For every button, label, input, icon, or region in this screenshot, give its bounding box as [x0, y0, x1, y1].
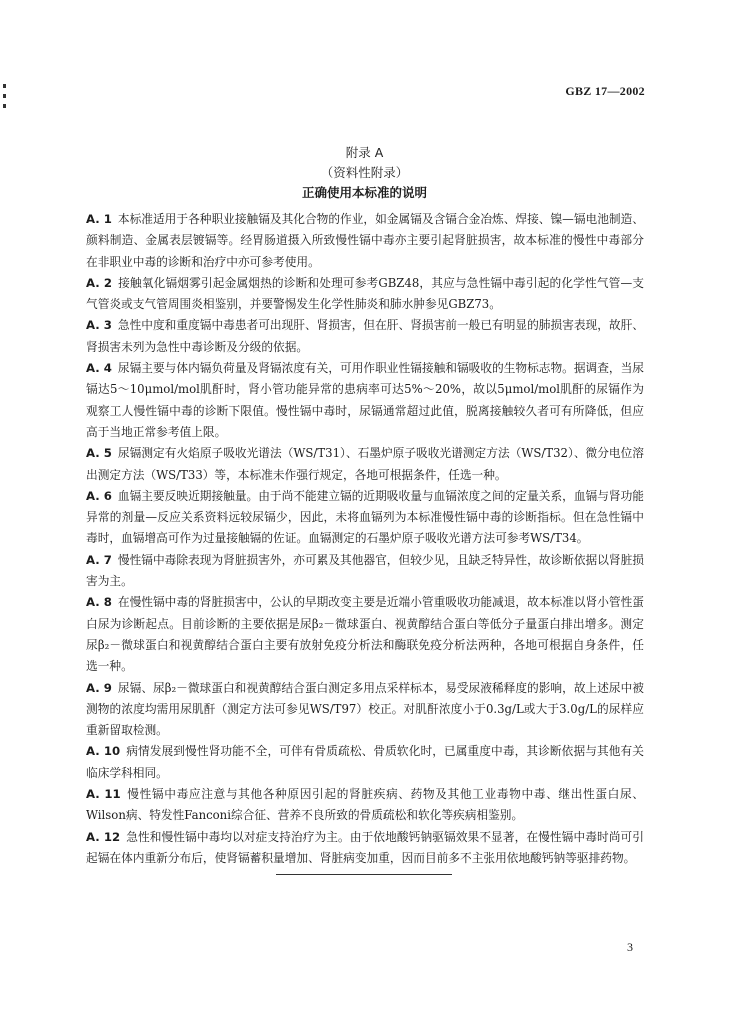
- paragraph-label: A. 7: [86, 552, 112, 567]
- paragraph-label: A. 12: [86, 829, 121, 844]
- paragraph-label: A. 4: [86, 361, 112, 376]
- scan-mark-middle: [3, 94, 6, 98]
- paragraph-label: A. 6: [86, 488, 112, 503]
- paragraph-text: 慢性镉中毒除表现为肾脏损害外，亦可累及其他器官，但较少见，且缺乏特异性，故诊断依据以肾脏损害为主。: [86, 552, 644, 589]
- paragraph-label: A. 3: [86, 318, 112, 333]
- paragraph-text: 尿镉测定有火焰原子吸收光谱法（WS/T31）、石墨炉原子吸收光谱测定方法（WS/T32）、微分电位溶出测定方法（WS/T33）等，本标准未作强行规定，各地可根据条件，任选一种。: [86, 446, 644, 482]
- paragraph-label: A. 10: [86, 744, 121, 759]
- paragraph-a12: [86, 827, 644, 870]
- scan-mark-top: [3, 84, 6, 88]
- scan-mark-bottom: [3, 104, 6, 108]
- paragraph-a8: [86, 592, 644, 677]
- paragraph-text: 尿镉、尿β₂－微球蛋白和视黄醇结合蛋白测定多用点采样标本，易受尿液稀释度的影响，故上述尿中被测物的浓度均需用尿肌酐（测定方法可参见WS/T97）校正。对肌酐浓度小于0.3g/L或大于3.0g/L的尿样应重新留取检测。: [86, 680, 644, 738]
- paragraph-a2: [86, 273, 644, 316]
- paragraph-text: 血镉主要反映近期接触量。由于尚不能建立镉的近期吸收量与血镉浓度之间的定量关系，血镉与肾功能异常的剂量—反应关系资料远较尿镉少，因此，未将血镉列为本标准慢性镉中毒的诊断指标。但在急性镉中毒时，血镉增高可作为过量接触镉的佐证。血镉测定的石墨炉原子吸收光谱方法可参考WS/T34。: [86, 488, 644, 546]
- appendix-body: [86, 209, 644, 869]
- page-number: 3: [627, 940, 633, 954]
- paragraph-label: A. 9: [86, 680, 112, 695]
- paragraph-a5: [86, 443, 644, 486]
- appendix-title: 正确使用本标准的说明: [301, 185, 427, 200]
- paragraph-a4: [86, 358, 644, 443]
- paragraph-label: A. 8: [86, 595, 112, 610]
- appendix-title-block: [0, 143, 729, 203]
- paragraph-a7: [86, 550, 644, 593]
- paragraph-text: 病情发展到慢性肾功能不全，可伴有骨质疏松、骨质软化时，已属重度中毒，其诊断依据与其他有关临床学科相同。: [86, 744, 644, 780]
- paragraph-label: A. 5: [86, 446, 112, 461]
- standard-code: GBZ 17—2002: [565, 84, 645, 98]
- paragraph-text: 在慢性镉中毒的肾脏损害中，公认的早期改变主要是近端小管重吸收功能减退，故本标准以肾小管性蛋白尿为诊断起点。目前诊断的主要依据是尿β₂－微球蛋白、视黄醇结合蛋白等低分子量蛋白排出增多。测定尿β₂－微球蛋白和视黄醇结合蛋白主要有放射免疫分析法和酶联免疫分析法两种，各地可根据自身条件，任选一种。: [86, 595, 644, 674]
- appendix-label: 附录 A: [345, 145, 384, 160]
- paragraph-text: 接触氧化镉烟雾引起金属烟热的诊断和处理可参考GBZ48，其应与急性镉中毒引起的化学性气管—支气管炎或支气管周围炎相鉴别，并要警惕发生化学性肺炎和肺水肿参见GBZ73。: [86, 275, 644, 312]
- appendix-type: （资料性附录）: [320, 165, 409, 180]
- paragraph-a6: [86, 486, 644, 550]
- paragraph-a3: [86, 315, 644, 358]
- paragraph-a1: [86, 209, 644, 273]
- paragraph-text: 慢性镉中毒应注意与其他各种原因引起的肾脏疾病、药物及其他工业毒物中毒、继出性蛋白尿、Wilson病、特发性Fanconi综合征、营养不良所致的骨质疏松和软化等疾病相鉴别。: [86, 787, 644, 823]
- paragraph-a10: [86, 741, 644, 784]
- paragraph-label: A. 1: [86, 212, 112, 226]
- paragraph-text: 急性中度和重度镉中毒患者可出现肝、肾损害，但在肝、肾损害前一般已有明显的肺损害表现，故肝、肾损害未列为急性中毒诊断及分级的依据。: [86, 318, 644, 354]
- paragraph-text: 尿镉主要与体内镉负荷量及肾镉浓度有关，可用作职业性镉接触和镉吸收的生物标志物。据调查，当尿镉达5～10μmol/mol肌酐时，肾小管功能异常的患病率可达5%～20%，故以5μmol/mol肌酐的尿镉作为观察工人慢性镉中毒的诊断下限值。慢性镉中毒时，尿镉通常超过此值，脱离接触较久者可有所降低，但应高于当地正常参考值上限。: [86, 361, 644, 439]
- paragraph-label: A. 2: [86, 275, 113, 290]
- paragraph-a9: [86, 678, 644, 742]
- paragraph-a11: [86, 784, 644, 827]
- end-of-appendix-rule: [276, 874, 452, 875]
- paragraph-text: 急性和慢性镉中毒均以对症支持治疗为主。由于依地酸钙钠驱镉效果不显著，在慢性镉中毒时尚可引起镉在体内重新分布后，使肾镉蓄积量增加、肾脏病变加重，因而目前多不主张用依地酸钙钠等驱排药物。: [86, 829, 644, 865]
- paragraph-label: A. 11: [86, 787, 121, 802]
- paragraph-text: 本标准适用于各种职业接触镉及其化合物的作业，如金属镉及含镉合金冶炼、焊接、镍—镉电池制造、颜料制造、金属表层镀镉等。经胃肠道摄入所致慢性镉中毒亦主要引起肾脏损害，故本标准的慢性中毒部分在非职业中毒的诊断和治疗中亦可参考使用。: [86, 212, 644, 269]
